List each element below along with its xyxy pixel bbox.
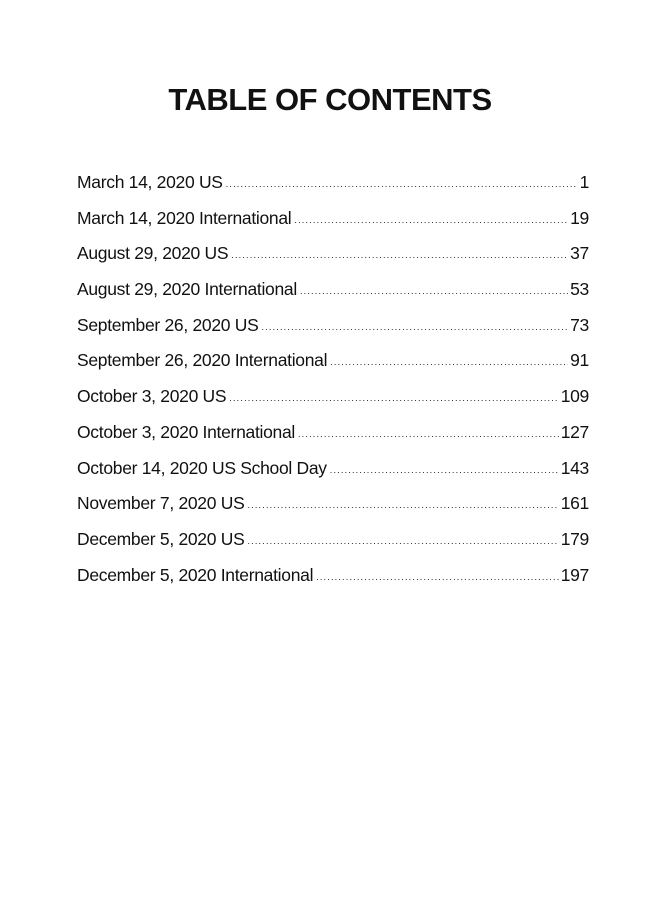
toc-entry-page: 161 (560, 493, 589, 514)
toc-entry-label: March 14, 2020 US (77, 172, 223, 192)
toc-entry-label: October 3, 2020 International (77, 421, 295, 442)
toc-entry-page: 37 (570, 243, 589, 264)
page-title: TABLE OF CONTENTS (168, 82, 492, 117)
toc-entry[interactable] (77, 386, 589, 422)
toc-entry[interactable] (77, 208, 589, 244)
dot-leader (298, 429, 559, 439)
toc-entry-label: September 26, 2020 International (77, 350, 328, 371)
dot-leader (226, 179, 578, 189)
toc-entry[interactable] (77, 279, 589, 315)
dot-leader (330, 357, 568, 367)
dot-leader (247, 536, 558, 546)
toc-entry-page: 109 (560, 386, 589, 407)
toc-entry[interactable] (77, 458, 589, 494)
toc-entry-page: 91 (570, 350, 589, 371)
dot-leader (294, 215, 568, 225)
toc-entry-page: 179 (560, 528, 589, 549)
toc-entry[interactable] (77, 493, 589, 529)
toc-entry-page: 143 (560, 457, 589, 478)
toc-entry-page: 53 (570, 279, 589, 300)
toc-entry-label: September 26, 2020 US (77, 314, 259, 335)
toc-entry[interactable] (77, 243, 589, 279)
toc-entry-page: 1 (579, 172, 589, 192)
toc-entry-label: November 7, 2020 US (77, 493, 245, 514)
toc-entry-label: August 29, 2020 US (77, 243, 229, 264)
toc-entry[interactable] (77, 422, 589, 458)
toc-entry[interactable] (77, 315, 589, 351)
dot-leader (229, 393, 558, 403)
toc-entry-label: October 3, 2020 US (77, 386, 227, 407)
toc-entry[interactable] (77, 172, 589, 208)
toc-entry-label: March 14, 2020 International (77, 207, 292, 228)
toc-entry-page: 197 (560, 564, 589, 585)
toc-entry-label: December 5, 2020 US (77, 528, 245, 549)
toc-entry-label: October 14, 2020 US School Day (77, 457, 327, 478)
dot-leader (300, 286, 568, 296)
dot-leader (330, 465, 559, 475)
toc-entry[interactable] (77, 529, 589, 565)
toc-entry-label: August 29, 2020 International (77, 279, 297, 300)
dot-leader (247, 500, 558, 510)
dot-leader (261, 322, 568, 332)
toc-entry[interactable] (77, 350, 589, 386)
dot-leader (231, 250, 568, 260)
toc-list (77, 172, 589, 600)
dot-leader (316, 572, 559, 582)
toc-entry-page: 127 (560, 421, 589, 442)
toc-entry[interactable] (77, 565, 589, 601)
toc-entry-page: 19 (570, 207, 589, 228)
toc-entry-label: December 5, 2020 International (77, 564, 314, 585)
toc-entry-page: 73 (570, 314, 589, 335)
